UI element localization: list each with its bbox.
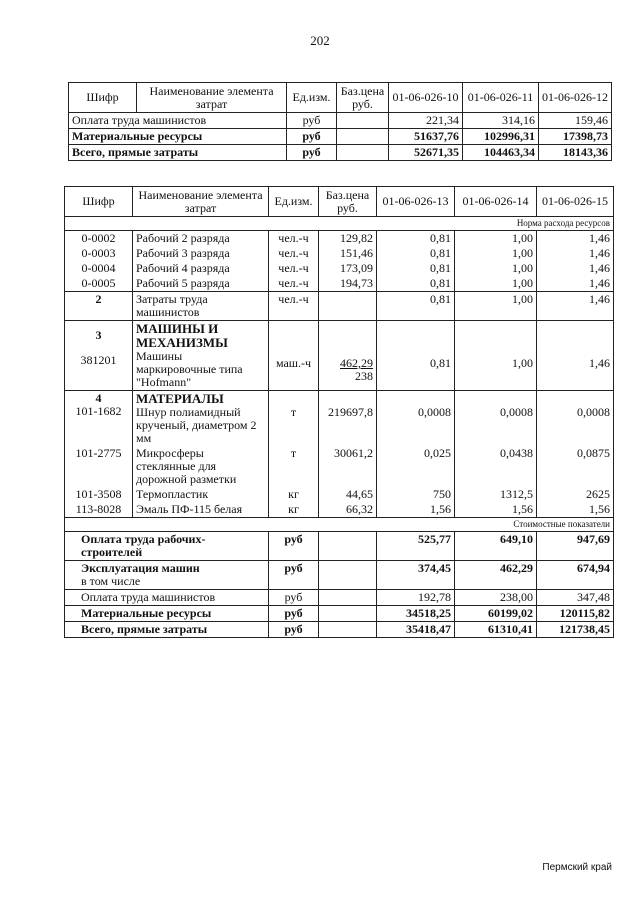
row-name: Всего, прямые затраты <box>65 622 269 638</box>
header-code: Шифр <box>65 187 133 217</box>
row-value: 1,00 <box>455 231 537 247</box>
page-number: 202 <box>310 33 330 48</box>
row-value: 0,0875 <box>537 446 614 487</box>
table-row <box>65 261 614 276</box>
row-value: 1,00 <box>455 246 537 261</box>
section-label-row <box>65 217 614 231</box>
row-unit: руб <box>269 606 319 622</box>
row-code: 2 <box>65 292 133 321</box>
row-value: 0,81 <box>377 246 455 261</box>
row-value: 52671,35 <box>389 145 463 161</box>
row-value: 34518,25 <box>377 606 455 622</box>
row-value: 0,81 <box>377 231 455 247</box>
header-col-15: 01-06-026-15 <box>537 187 614 217</box>
row-name: Материальные ресурсы <box>65 606 269 622</box>
row-value: 1,00 <box>455 276 537 292</box>
row-unit: руб <box>269 590 319 606</box>
row-value: 0,81 <box>377 321 455 391</box>
row-name: Рабочий 2 разряда <box>133 231 269 247</box>
table-row <box>65 391 614 447</box>
table-header-row <box>69 83 612 113</box>
row-value: 1,56 <box>377 502 455 518</box>
row-price: 30061,2 <box>319 446 377 487</box>
row-value: 1,56 <box>455 502 537 518</box>
table-row <box>65 622 614 638</box>
row-value: 0,81 <box>377 261 455 276</box>
row-name: Эксплуатация машин <box>81 561 200 575</box>
row-unit: т <box>269 391 319 447</box>
norm-label: Норма расхода ресурсов <box>65 217 614 231</box>
table-row <box>65 246 614 261</box>
row-name: Шнур полиамидный крученый, диаметром 2 мм <box>136 405 257 445</box>
table-summary-top <box>68 82 612 161</box>
section-code-number: 4 <box>95 391 102 405</box>
row-value: 159,46 <box>539 113 612 129</box>
row-value: 750 <box>377 487 455 502</box>
table-row <box>65 231 614 247</box>
row-name: Оплата труда рабочих-строителей <box>65 532 269 561</box>
header-col-10: 01-06-026-10 <box>389 83 463 113</box>
row-name: Всего, прямые затраты <box>69 145 287 161</box>
row-name: Материальные ресурсы <box>69 129 287 145</box>
section-code-number: 3 <box>95 328 102 342</box>
row-code: 0-0003 <box>65 246 133 261</box>
row-value: 1,00 <box>455 261 537 276</box>
row-code: 0-0005 <box>65 276 133 292</box>
row-price: 219697,8 <box>319 391 377 447</box>
header-col-11: 01-06-026-11 <box>463 83 539 113</box>
row-unit: кг <box>269 487 319 502</box>
row-price <box>319 532 377 561</box>
table-row <box>69 129 612 145</box>
row-price: 194,73 <box>319 276 377 292</box>
row-value: 0,025 <box>377 446 455 487</box>
row-price-secondary: 238 <box>355 369 373 383</box>
header-name: Наименование элемента затрат <box>137 83 287 113</box>
table-row <box>65 502 614 518</box>
row-value: 238,00 <box>455 590 537 606</box>
row-price <box>319 561 377 590</box>
row-unit: руб <box>287 129 337 145</box>
table-row <box>65 487 614 502</box>
row-price <box>337 113 389 129</box>
table-row <box>65 561 614 590</box>
row-unit: чел.-ч <box>269 276 319 292</box>
row-value: 1,00 <box>455 292 537 321</box>
row-code: 0-0004 <box>65 261 133 276</box>
row-code: 101-2775 <box>65 446 133 487</box>
footer-region: Пермский край <box>542 862 612 873</box>
row-code: 101-3508 <box>65 487 133 502</box>
section-label-row <box>65 518 614 532</box>
section-title-machines: МАШИНЫ И МЕХАНИЗМЫ <box>136 321 228 350</box>
row-name: Рабочий 5 разряда <box>133 276 269 292</box>
cost-label: Стоимостные показатели <box>65 518 614 532</box>
row-value: 51637,76 <box>389 129 463 145</box>
row-value: 61310,41 <box>455 622 537 638</box>
row-code: 0-0002 <box>65 231 133 247</box>
row-unit: маш.-ч <box>269 321 319 391</box>
header-col-13: 01-06-026-13 <box>377 187 455 217</box>
row-price <box>337 129 389 145</box>
table-row <box>65 446 614 487</box>
row-value: 0,0438 <box>455 446 537 487</box>
row-price: 66,32 <box>319 502 377 518</box>
row-value: 1,46 <box>537 292 614 321</box>
table-row <box>69 113 612 129</box>
table-row <box>65 292 614 321</box>
header-unit: Ед.изм. <box>269 187 319 217</box>
row-name: Эмаль ПФ-115 белая <box>133 502 269 518</box>
section-row-machines <box>65 321 614 391</box>
row-value: 1,56 <box>537 502 614 518</box>
row-value: 0,0008 <box>455 391 537 447</box>
row-value: 649,10 <box>455 532 537 561</box>
table-resources <box>64 186 614 638</box>
header-price: Баз.цена руб. <box>337 83 389 113</box>
row-name: Рабочий 4 разряда <box>133 261 269 276</box>
table-row <box>65 532 614 561</box>
row-price: 151,46 <box>319 246 377 261</box>
row-value: 0,81 <box>377 276 455 292</box>
row-value: 1,00 <box>455 321 537 391</box>
section-title-materials: МАТЕРИАЛЫ <box>136 391 224 406</box>
row-unit: руб <box>287 113 337 129</box>
row-unit: т <box>269 446 319 487</box>
row-unit: чел.-ч <box>269 261 319 276</box>
row-unit: руб <box>287 145 337 161</box>
row-unit: чел.-ч <box>269 231 319 247</box>
row-name: Оплата труда машинистов <box>65 590 269 606</box>
row-value: 35418,47 <box>377 622 455 638</box>
row-subtitle: в том числе <box>81 574 141 588</box>
row-value: 525,77 <box>377 532 455 561</box>
row-value: 374,45 <box>377 561 455 590</box>
row-price <box>319 622 377 638</box>
row-value: 0,0008 <box>537 391 614 447</box>
row-price <box>319 590 377 606</box>
row-value: 121738,45 <box>537 622 614 638</box>
row-value: 102996,31 <box>463 129 539 145</box>
header-code: Шифр <box>69 83 137 113</box>
table-row <box>65 606 614 622</box>
row-unit: руб <box>269 532 319 561</box>
row-unit: руб <box>269 622 319 638</box>
header-price: Баз.цена руб. <box>319 187 377 217</box>
header-name: Наименование элемента затрат <box>133 187 269 217</box>
row-value: 192,78 <box>377 590 455 606</box>
header-unit: Ед.изм. <box>287 83 337 113</box>
row-value: 674,94 <box>537 561 614 590</box>
row-unit: чел.-ч <box>269 246 319 261</box>
row-name: Термопластик <box>133 487 269 502</box>
row-name: Рабочий 3 разряда <box>133 246 269 261</box>
row-value: 17398,73 <box>539 129 612 145</box>
row-value: 104463,34 <box>463 145 539 161</box>
row-value: 0,0008 <box>377 391 455 447</box>
row-value: 947,69 <box>537 532 614 561</box>
row-name: Микросферы стеклянные для дорожной разметки <box>133 446 269 487</box>
section-code <box>65 321 133 391</box>
row-code: 113-8028 <box>65 502 133 518</box>
table-row <box>69 145 612 161</box>
row-value: 1,46 <box>537 321 614 391</box>
row-value: 462,29 <box>455 561 537 590</box>
row-value: 1,46 <box>537 276 614 292</box>
row-name: Оплата труда машинистов <box>69 113 287 129</box>
row-price <box>337 145 389 161</box>
row-name: Машины маркировочные типа "Hofmann" <box>136 349 243 389</box>
table-header-row <box>65 187 614 217</box>
row-price: 129,82 <box>319 231 377 247</box>
row-value: 1,46 <box>537 246 614 261</box>
row-price: 173,09 <box>319 261 377 276</box>
table-row <box>65 590 614 606</box>
row-price <box>319 292 377 321</box>
row-price <box>319 606 377 622</box>
header-col-12: 01-06-026-12 <box>539 83 612 113</box>
row-price <box>319 321 377 391</box>
row-unit: чел.-ч <box>269 292 319 321</box>
row-unit: кг <box>269 502 319 518</box>
row-value: 18143,36 <box>539 145 612 161</box>
row-price-primary: 462,29 <box>340 356 373 370</box>
header-col-14: 01-06-026-14 <box>455 187 537 217</box>
row-value: 60199,02 <box>455 606 537 622</box>
row-value: 221,34 <box>389 113 463 129</box>
row-code: 101-1682 <box>75 404 122 418</box>
row-price: 44,65 <box>319 487 377 502</box>
row-value: 347,48 <box>537 590 614 606</box>
row-value: 1,46 <box>537 231 614 247</box>
row-value: 1,46 <box>537 261 614 276</box>
row-value: 2625 <box>537 487 614 502</box>
row-value: 0,81 <box>377 292 455 321</box>
row-name: Затраты труда машинистов <box>133 292 269 321</box>
row-value: 120115,82 <box>537 606 614 622</box>
table-row <box>65 276 614 292</box>
row-unit: руб <box>269 561 319 590</box>
row-code: 381201 <box>80 353 117 367</box>
row-value: 314,16 <box>463 113 539 129</box>
row-value: 1312,5 <box>455 487 537 502</box>
